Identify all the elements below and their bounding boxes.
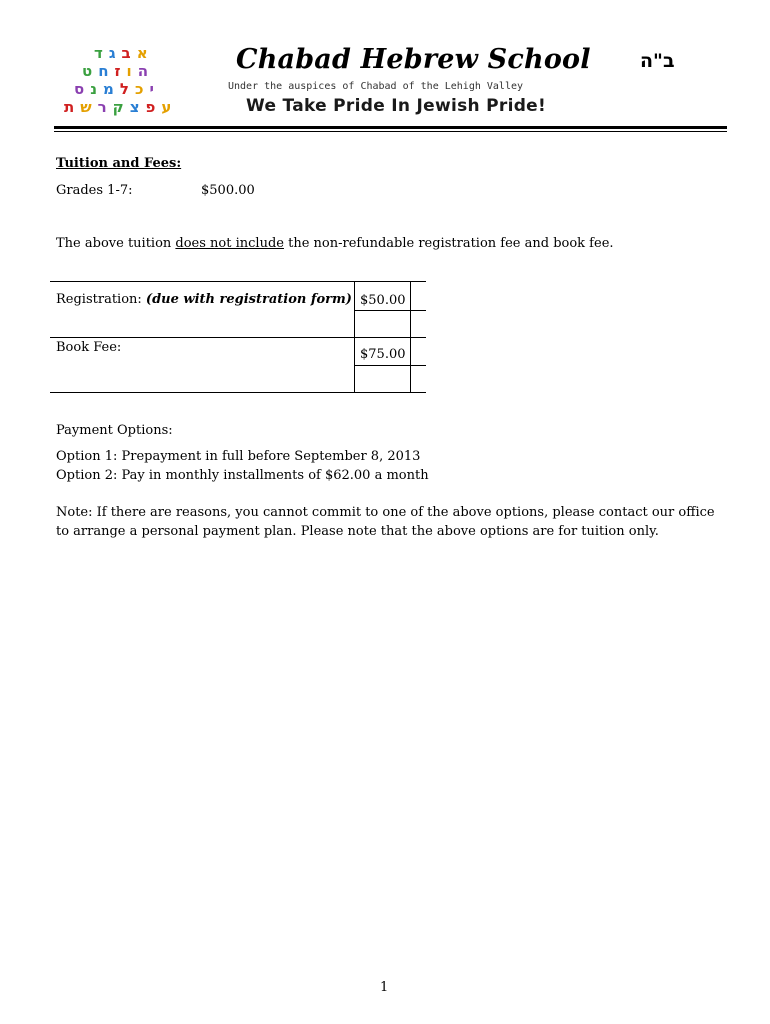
registration-value: $50.00 [360,293,406,308]
registration-label [56,292,352,307]
payment-note-line-1: Note: If there are reasons, you cannot commit to one of the above options, please contact our office [56,505,715,520]
table-column-divider [410,281,411,393]
bh-mark: ב"ה [640,50,675,72]
school-subtitle: Under the auspices of Chabad of the Lehigh Valley [228,81,524,92]
logo-letter: ע [161,98,172,116]
book-fee-value: $75.00 [360,347,406,362]
book-fee-label: Book Fee: [56,340,122,355]
logo-row [74,80,154,98]
table-border-top [50,281,426,282]
registration-note: (due with registration form) [145,292,352,307]
registration-label-text: Registration: [56,292,146,307]
tuition-note-start: The above tuition [56,236,176,251]
grades-value: $500.00 [201,183,255,198]
logo-letter: י [149,80,154,98]
hebrew-alphabet-logo [64,44,174,120]
logo-letter: צ [129,98,140,116]
logo-letter: ב [121,44,131,62]
logo-letter: א [136,44,148,62]
logo-row [64,98,171,116]
logo-letter: ר [97,98,107,116]
logo-letter: כ [134,80,144,98]
logo-row [82,62,148,80]
logo-letter: ח [98,62,109,80]
logo-letter: מ [103,80,114,98]
payment-note-line-2: to arrange a personal payment plan. Please note that the above options are for tuition only. [56,524,659,539]
logo-letter: נ [90,80,97,98]
logo-letter: ה [137,62,148,80]
table-border-bottom [50,392,426,393]
tuition-note [56,236,614,251]
payment-option-2: Option 2: Pay in monthly installments of $62.00 a month [56,468,429,483]
payment-option-1: Option 1: Prepayment in full before September 8, 2013 [56,449,421,464]
logo-letter: ש [80,98,92,116]
logo-letter: ל [119,80,129,98]
logo-letter: ת [64,98,75,116]
logo-letter: ס [74,80,85,98]
logo-letter: ד [94,44,103,62]
table-row-divider [50,337,354,338]
tuition-heading: Tuition and Fees: [56,156,182,171]
logo-letter: פ [145,98,156,116]
tuition-note-underlined: does not include [175,236,284,251]
logo-letter: ק [112,98,124,116]
logo-letter: ג [108,44,116,62]
page-number: 1 [380,980,389,995]
tuition-note-end: the non-refundable registration fee and book fee. [283,236,614,251]
header-rule-thin [54,131,727,132]
table-cell-divider [354,365,426,366]
logo-letter: ט [82,62,93,80]
header-rule [54,126,727,129]
logo-letter: ז [114,62,121,80]
logo-letter: ו [126,62,132,80]
grades-label: Grades 1-7: [56,183,133,198]
table-column-divider [354,281,355,393]
school-motto: We Take Pride In Jewish Pride! [246,96,547,116]
table-cell-divider [354,310,426,311]
payment-options-title: Payment Options: [56,423,173,438]
table-cell-divider [354,337,426,338]
school-title: Chabad Hebrew School [236,44,591,75]
logo-row [94,44,148,62]
